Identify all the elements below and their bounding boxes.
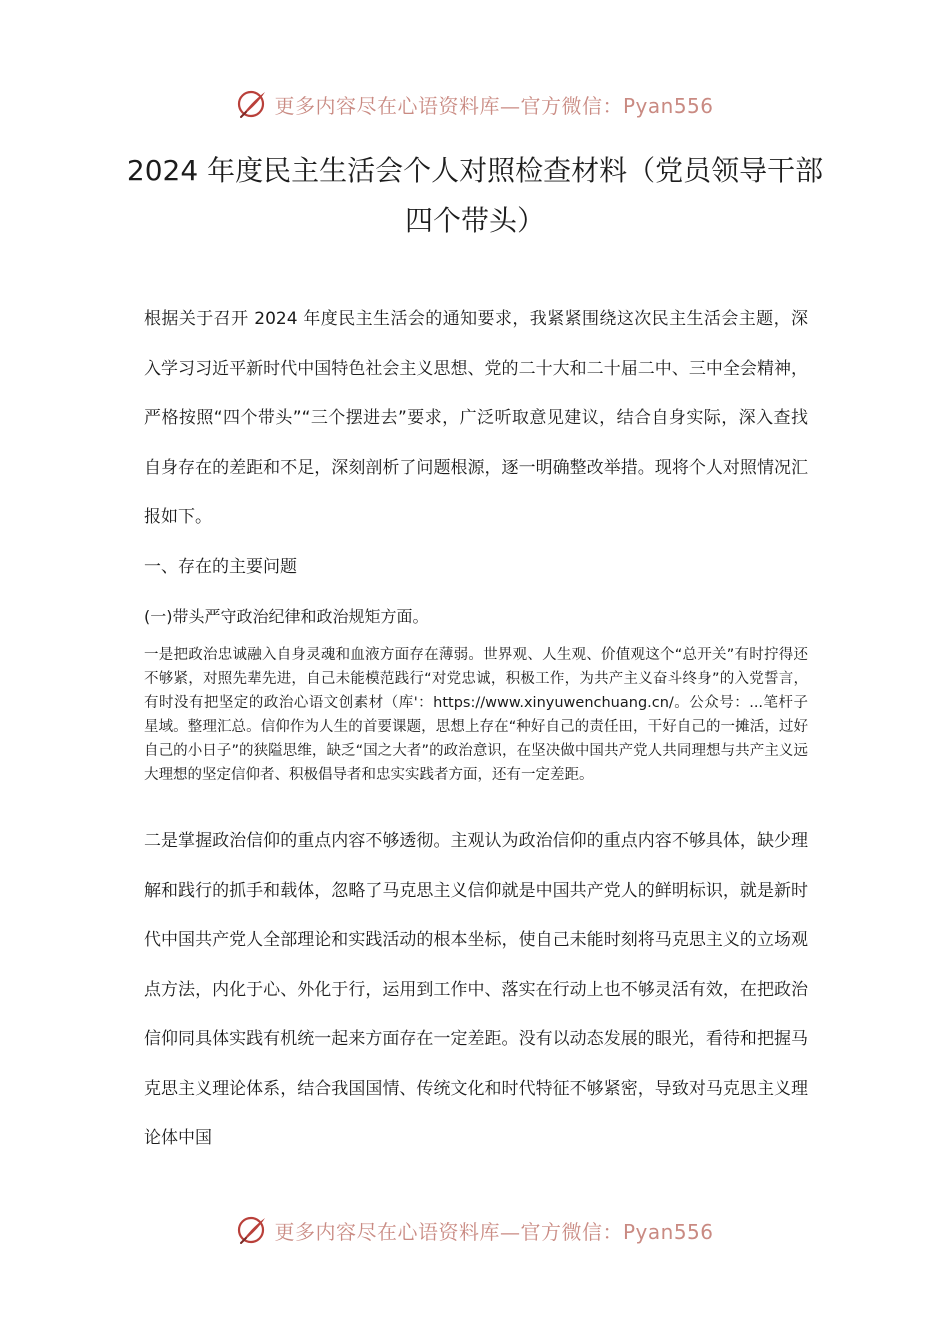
- quill-logo-icon: [236, 88, 268, 120]
- watermark-slogan: 更多内容尽在心语资料库—官方微信：: [274, 1219, 623, 1244]
- watermark-wechat-handle: Pyan556: [622, 1219, 714, 1244]
- watermark-wechat-handle: Pyan556: [622, 93, 714, 118]
- watermark-text: [274, 1216, 713, 1245]
- watermark-slogan: 更多内容尽在心语资料库—官方微信：: [274, 93, 623, 118]
- watermark-text: [274, 90, 713, 119]
- quill-logo-icon: [236, 1214, 268, 1246]
- section-heading: 一、存在的主要问题: [144, 557, 297, 577]
- intro-paragraph: 根据关于召开 2024 年度民主生活会的通知要求，我紧紧围绕这次民主生活会主题，深入学习习近平新时代中国特色社会主义思想、党的二十大和二十届二中、三中全会精神，严格按照“四个带头”“三个摆进去”要求，广泛听取意见建议，结合自身实际，深入查找自身存在的差距和不足，深刻剖析了问题根源，逐一明确整改举措。现将个人对照情况汇报如下。: [144, 309, 808, 527]
- paragraph-point-one: 一是把政治忠诚融入自身灵魂和血液方面存在薄弱。世界观、人生观、价值观这个“总开关”有时拧得还不够紧，对照先辈先进，自己未能模范践行“对党忠诚，积极工作，为共产主义奋斗终身”的入党誓言，有时没有把坚定的政治心语文创素材（库'：https://www.xinyuwenchuang.cn/。公众号：...笔杆子星域。整理汇总。信仰作为人生的首要课题，思想上存在“种好自己的责任田，干好自己的一摊活，过好自己的小日子”的狭隘思维，缺乏“国之大者”的政治意识，在坚决做中国共产党人共同理想与共产主义远大理想的坚定信仰者、积极倡导者和忠实实践者方面，还有一定差距。: [144, 647, 808, 783]
- footer-watermark-banner: [0, 1212, 950, 1248]
- paragraph-point-two: 二是掌握政治信仰的重点内容不够透彻。主观认为政治信仰的重点内容不够具体，缺少理解和践行的抓手和载体，忽略了马克思主义信仰就是中国共产党人的鲜明标识，就是新时代中国共产党人全部理论和实践活动的根本坐标，使自己未能时刻将马克思主义的立场观点方法，内化于心、外化于行，运用到工作中、落实在行动上也不够灵活有效，在把政治信仰同具体实践有机统一起来方面存在一定差距。没有以动态发展的眼光，看待和把握马克思主义理论体系，结合我国国情、传统文化和时代特征不够紧密，导致对马克思主义理论体中国: [144, 831, 808, 1148]
- subsection-heading: (一)带头严守政治纪律和政治规矩方面。: [144, 607, 429, 626]
- document-title: 2024 年度民主生活会个人对照检查材料（党员领导干部四个带头）: [126, 154, 824, 237]
- header-watermark-banner: [0, 86, 950, 122]
